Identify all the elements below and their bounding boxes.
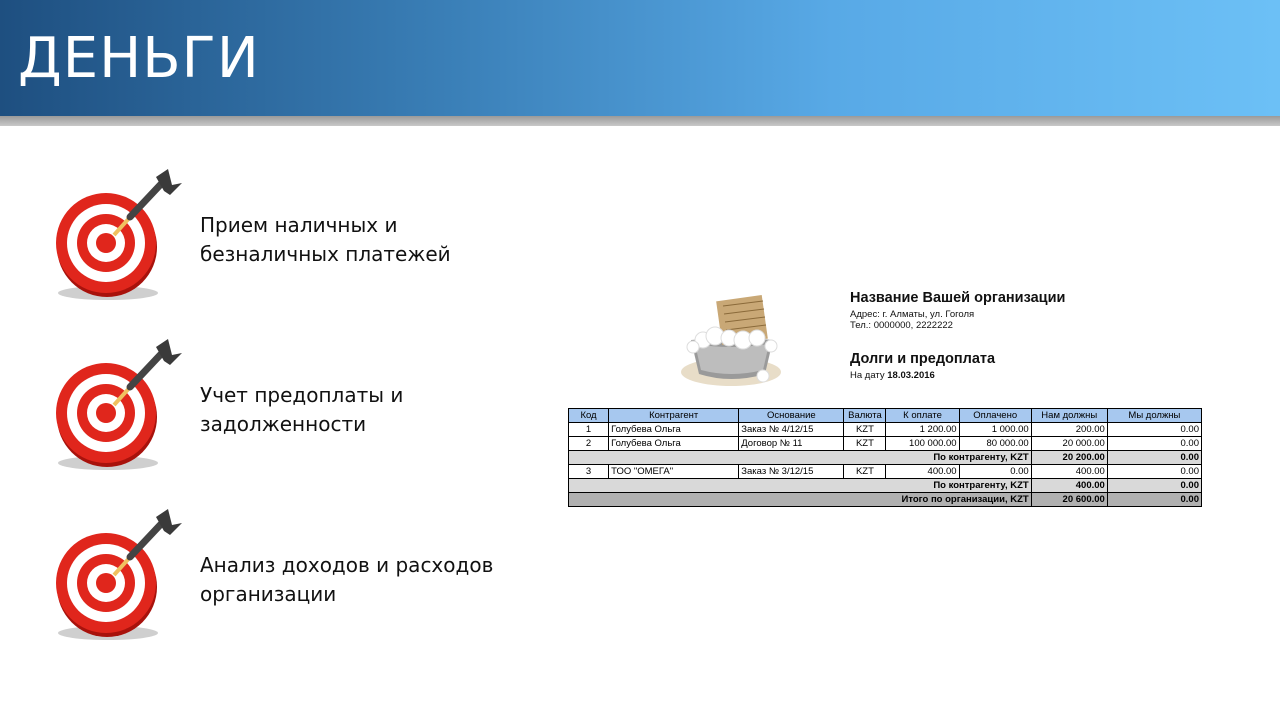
report-title: Долги и предоплата [850,351,996,367]
bullet-text [200,211,530,269]
table-row [569,423,1202,437]
table-cell: 80 000.00 [959,437,1031,451]
bullet-text [200,381,530,439]
table-cell: KZT [844,437,886,451]
total-owed-to-us: 20 600.00 [1031,493,1107,507]
table-cell: Заказ № 3/12/15 [739,465,844,479]
table-cell: 3 [569,465,609,479]
report-date-label: На дату [850,370,885,381]
table-cell: 400.00 [1031,465,1107,479]
column-header: Валюта [844,409,886,423]
table-cell: 1 200.00 [886,423,959,437]
table-cell: 100 000.00 [886,437,959,451]
table-cell: 0.00 [1107,465,1201,479]
organization-address: Адрес: г. Алматы, ул. Гоголя [850,309,975,320]
table-cell: Договор № 11 [739,437,844,451]
bullet-item [50,505,530,645]
dartboard-target-icon [50,505,190,645]
column-header: Контрагент [609,409,739,423]
table-cell: Голубева Ольга [609,437,739,451]
organization-name: Название Вашей организации [850,290,1066,306]
table-cell: 2 [569,437,609,451]
table-cell: 200.00 [1031,423,1107,437]
table-row [569,437,1202,451]
column-header: Мы должны [1107,409,1201,423]
column-header: Нам должны [1031,409,1107,423]
subtotal-row [569,479,1202,493]
subtotal-row [569,451,1202,465]
subtotal-we-owe: 0.00 [1107,451,1201,465]
subtotal-label: По контрагенту, KZT [569,479,1032,493]
table-cell: KZT [844,423,886,437]
column-header: Код [569,409,609,423]
column-header: Оплачено [959,409,1031,423]
total-label: Итого по организации, KZT [569,493,1032,507]
table-cell: Заказ № 4/12/15 [739,423,844,437]
bullet-text [200,551,530,609]
debt-report [568,280,1208,520]
debt-table [568,408,1202,507]
table-cell: 1 [569,423,609,437]
table-row [569,465,1202,479]
table-cell: Голубева Ольга [609,423,739,437]
bullet-line: безналичных платежей [200,242,451,266]
table-cell: 0.00 [1107,437,1201,451]
dartboard-target-icon [50,165,190,305]
total-row [569,493,1202,507]
bullet-line: задолженности [200,412,367,436]
bullet-item [50,335,530,475]
total-we-owe: 0.00 [1107,493,1201,507]
table-cell: 0.00 [1107,423,1201,437]
table-cell: 0.00 [959,465,1031,479]
bullet-line: организации [200,582,337,606]
column-header: К оплате [886,409,959,423]
slide-title: ДЕНЬГИ [18,26,260,91]
bullet-line: Анализ доходов и расходов [200,553,494,577]
report-date [850,370,935,381]
table-cell: ТОО "ОМЕГА" [609,465,739,479]
table-cell: 1 000.00 [959,423,1031,437]
bullet-line: Прием наличных и [200,213,398,237]
table-cell: 400.00 [886,465,959,479]
subtotal-owed-to-us: 20 200.00 [1031,451,1107,465]
column-header: Основание [739,409,844,423]
subtotal-owed-to-us: 400.00 [1031,479,1107,493]
header-divider [0,116,1280,126]
table-cell: KZT [844,465,886,479]
table-header-row [569,409,1202,423]
dartboard-target-icon [50,335,190,475]
bullet-item [50,165,530,305]
subtotal-we-owe: 0.00 [1107,479,1201,493]
report-date-value: 18.03.2016 [887,370,935,381]
wash-basin-icon [673,292,788,392]
bullet-line: Учет предоплаты и [200,383,404,407]
organization-phone: Тел.: 0000000, 2222222 [850,320,953,331]
subtotal-label: По контрагенту, KZT [569,451,1032,465]
table-cell: 20 000.00 [1031,437,1107,451]
